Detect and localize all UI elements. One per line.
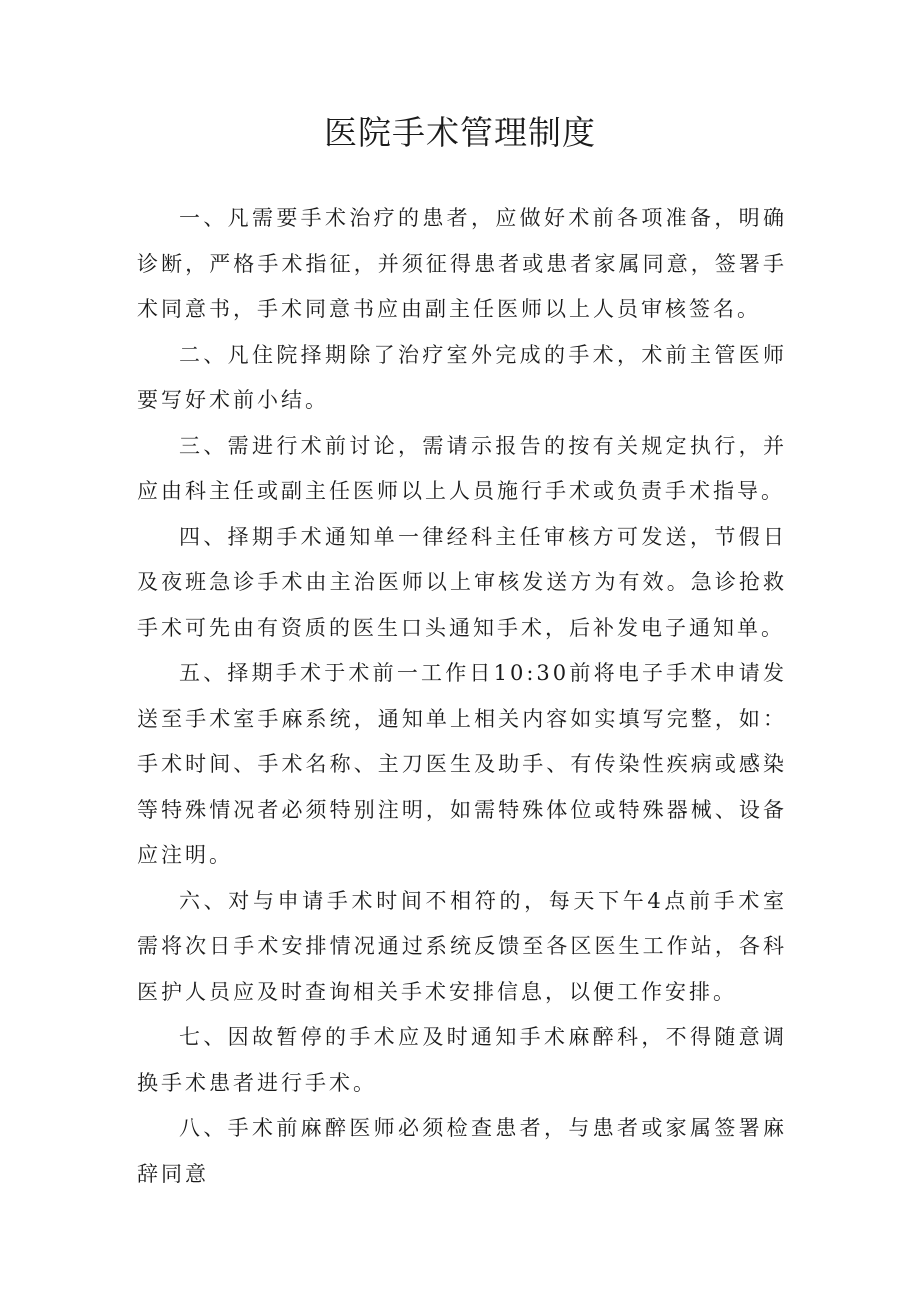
clause-5: 五、择期手术于术前一工作日10:30前将电子手术申请发送至手术室手麻系统，通知单上相关内容如实填写完整，如：手术时间、手术名称、主刀医生及助手、有传染性疾病或感染等特殊情况者必须特别注明，如需特殊体位或特殊器械、设备应注明。 (137, 661, 787, 867)
clause-1: 一、凡需要手术治疗的患者，应做好术前各项准备，明确诊断，严格手术指征，并须征得患者或患者家属同意，签署手术同意书，手术同意书应由副主任医师以上人员审核签名。 (137, 206, 787, 321)
document-body (137, 196, 787, 1197)
clause-7: 七、因故暂停的手术应及时通知手术麻醉科，不得随意调换手术患者进行手术。 (137, 1025, 787, 1095)
clause-3: 三、需进行术前讨论，需请示报告的按有关规定执行，并应由科主任或副主任医师以上人员施行手术或负责手术指导。 (137, 433, 787, 503)
clause-6: 六、对与申请手术时间不相符的，每天下午4点前手术室需将次日手术安排情况通过系统反馈至各区医生工作站，各科医护人员应及时查询相关手术安排信息，以便工作安排。 (137, 888, 787, 1004)
clause-4: 四、择期手术通知单一律经科主任审核方可发送，节假日及夜班急诊手术由主治医师以上审核发送方为有效。急诊抢救手术可先由有资质的医生口头通知手术，后补发电子通知单。 (137, 524, 787, 640)
clause-2: 二、凡住院择期除了治疗室外完成的手术，术前主管医师要写好术前小结。 (137, 342, 787, 412)
clause-8: 八、手术前麻醉医师必须检查患者，与患者或家属签署麻辞同意 (137, 1116, 787, 1186)
document-title: 医院手术管理制度 (324, 113, 596, 152)
